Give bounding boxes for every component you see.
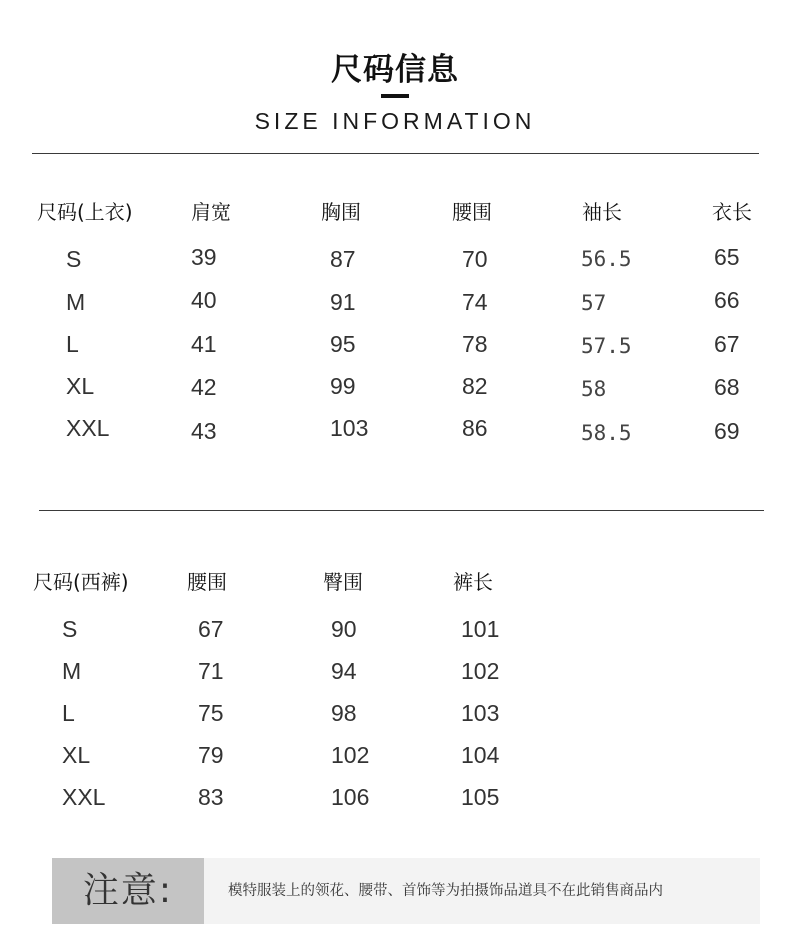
header-pants-length: 裤长: [453, 570, 493, 594]
header-waist: 腰围: [187, 570, 227, 594]
size-cell: S: [66, 246, 82, 272]
sleeve-cell: 56.5: [581, 247, 632, 271]
header-waist: 腰围: [452, 200, 492, 224]
hip-cell: 98: [331, 700, 357, 726]
header-chest: 胸围: [321, 200, 361, 224]
chest-cell: 87: [330, 246, 356, 272]
note-text: 模特服装上的领花、腰带、首饰等为拍摄饰品道具不在此销售商品内: [228, 883, 663, 899]
pants-length-cell: 104: [461, 742, 500, 768]
shoulder-cell: 40: [191, 287, 217, 313]
chest-cell: 95: [330, 331, 356, 357]
waist-cell: 67: [198, 616, 224, 642]
sleeve-cell: 58: [581, 377, 607, 401]
waist-cell: 71: [198, 658, 224, 684]
page-subtitle: SIZE INFORMATION: [254, 108, 536, 134]
header-size-bottom: 尺码(西裤): [33, 570, 129, 594]
waist-cell: 79: [198, 742, 224, 768]
length-cell: 69: [714, 418, 740, 444]
header-shoulder: 肩宽: [191, 200, 231, 224]
shoulder-cell: 41: [191, 331, 217, 357]
chest-cell: 91: [330, 289, 356, 315]
length-cell: 66: [714, 287, 740, 313]
pants-length-cell: 103: [461, 700, 500, 726]
waist-cell: 83: [198, 784, 224, 810]
waist-cell: 78: [462, 331, 488, 357]
note-label: 注意:: [52, 858, 204, 924]
page-title: 尺码信息: [331, 52, 459, 88]
waist-cell: 82: [462, 373, 488, 399]
chest-cell: 103: [330, 415, 369, 441]
waist-cell: 70: [462, 246, 488, 272]
size-cell: M: [62, 658, 82, 684]
waist-cell: 75: [198, 700, 224, 726]
waist-cell: 74: [462, 289, 488, 315]
size-cell: XL: [66, 373, 95, 399]
header-hip: 臀围: [323, 570, 363, 594]
hip-cell: 90: [331, 616, 357, 642]
sleeve-cell: 57.5: [581, 334, 632, 358]
sleeve-cell: 57: [581, 291, 607, 315]
header-size-top: 尺码(上衣): [37, 200, 133, 224]
divider-middle: [39, 510, 764, 511]
size-cell: L: [62, 700, 75, 726]
size-cell: XXL: [62, 784, 106, 810]
pants-length-cell: 102: [461, 658, 500, 684]
pants-length-cell: 101: [461, 616, 500, 642]
title-underline: [381, 94, 409, 98]
waist-cell: 86: [462, 415, 488, 441]
shoulder-cell: 39: [191, 244, 217, 270]
shoulder-cell: 42: [191, 374, 217, 400]
header-length: 衣长: [712, 200, 752, 224]
size-cell: S: [62, 616, 78, 642]
hip-cell: 102: [331, 742, 370, 768]
length-cell: 68: [714, 374, 740, 400]
size-cell: M: [66, 289, 86, 315]
divider-top: [32, 153, 759, 154]
shoulder-cell: 43: [191, 418, 217, 444]
size-cell: XXL: [66, 415, 110, 441]
sleeve-cell: 58.5: [581, 421, 632, 445]
length-cell: 65: [714, 244, 740, 270]
size-cell: L: [66, 331, 79, 357]
hip-cell: 94: [331, 658, 357, 684]
note-banner: [52, 858, 760, 924]
hip-cell: 106: [331, 784, 370, 810]
pants-length-cell: 105: [461, 784, 500, 810]
chest-cell: 99: [330, 373, 356, 399]
length-cell: 67: [714, 331, 740, 357]
size-cell: XL: [62, 742, 91, 768]
header-sleeve: 袖长: [582, 200, 622, 224]
